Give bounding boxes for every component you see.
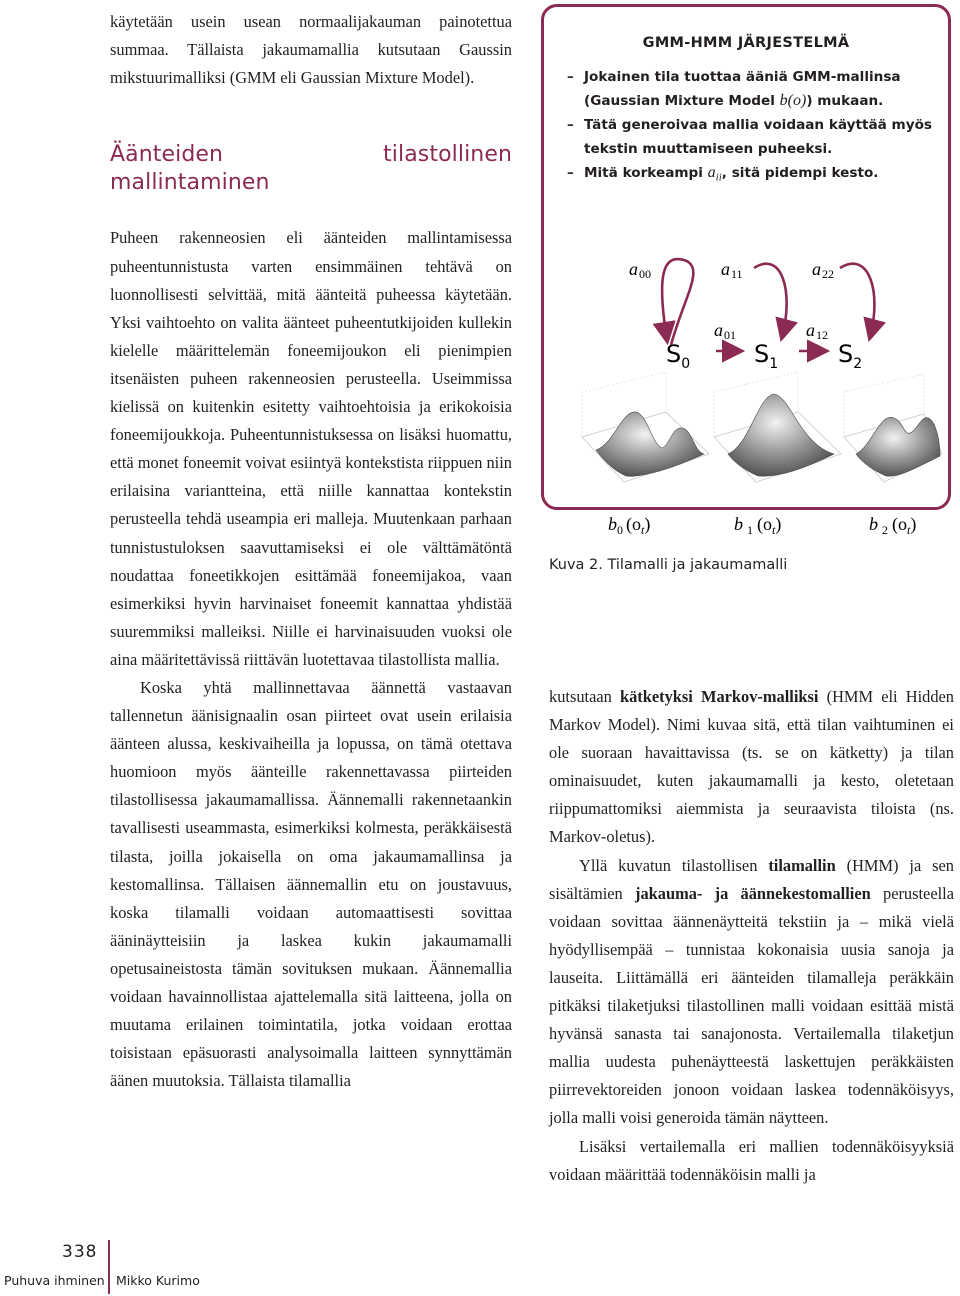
left-column	[110, 8, 512, 1095]
distribution-plot-0	[582, 372, 709, 482]
self-loop-label-2: a22	[812, 259, 834, 281]
emission-label-1: b $_1$ $(o_t)$	[734, 514, 782, 537]
right-column	[549, 683, 954, 1189]
author-name: Mikko Kurimo	[116, 1273, 200, 1288]
math-b-of-o: b(o)	[779, 92, 807, 109]
state-s2: $S_2$	[838, 340, 863, 372]
state-s0: $S_0$	[666, 340, 691, 372]
hmm-diagram	[544, 232, 948, 542]
publication-title: Puhuva ihminen	[4, 1273, 105, 1288]
page-number: 338	[62, 1242, 98, 1262]
self-loop-arrow-2	[840, 264, 874, 337]
info-box-list	[544, 65, 948, 190]
emission-label-0: $b_0$ $(o_t)$	[608, 514, 651, 537]
info-box-bullet-1: – Jokainen tila tuottaa ääniä GMM-mallinsa (Gaussian Mixture Model b(o)) mukaan.	[568, 65, 948, 113]
self-loop-arrow-1	[754, 264, 787, 337]
section-heading: Äänteiden tilastollinen mallintaminen	[110, 142, 512, 196]
figure-caption: Kuva 2. Tilamalli ja jakaumamalli	[549, 557, 788, 573]
emission-label-2: b $_2$ $(o_t)$	[869, 514, 917, 537]
self-loop-label-0: a00	[629, 259, 651, 281]
self-loop-label-1: a11	[721, 259, 743, 281]
info-box	[541, 4, 951, 537]
right-paragraph-3: Lisäksi vertailemalla eri mallien todennäköisyyksiä voidaan määrittää todennäköisin malli ja	[549, 1136, 954, 1184]
right-paragraph-1: kutsutaan kätketyksi Markov-malliksi (HMM eli Hidden Markov Model). Nimi kuvaa sitä, että tilan vaihtuminen ei ole suoraan havaittavissa (ts. se on kätketty) ja tilan ominaisuudet, kuten jakaumamalli ja kesto, oletetaan riippumattomiksi aiemmista ja seuraavista tiloista (ns. Markov-oletus).	[549, 687, 954, 847]
info-box-bullet-3: – Mitä korkeampi $a_{ii}$, sitä pidempi kesto.	[568, 161, 948, 190]
intro-paragraph: käytetään usein usean normaalijakauman painotettua summaa. Tällaista jakaumamallia kutsutaan Gaussin mikstuurimalliksi (GMM eli Gaussian Mixture Model).	[110, 12, 512, 88]
distribution-plot-1	[714, 372, 841, 482]
self-loop-arrow-0	[662, 259, 693, 345]
right-paragraph-2: Yllä kuvatun tilastollisen tilamallin (HMM) ja sen sisältämien jakauma- ja äännekestomallien perusteella voidaan sovittaa äännenäytteitä tekstiin ja – mikä vielä hyödyllisempää – tunnistaa kokonaisia uusia sanoja ja lauseita. Liittämällä eri äänteiden tilamalleja peräkkäin pitkäksi tilaketjuksi tilastollinen malli voidaan esittää mistä hyvänsä sanasta tai sanajonosta. Vertailemalla tilaketjun mallia uudesta puhenäytteestä laskettujen peräkkäisten piirrevektoreiden jonoon voidaan laskea todennäköisyys, jolla malli voisi generoida tämän näytteen.	[549, 855, 954, 1128]
distribution-plot-2	[844, 374, 942, 482]
body-paragraph-2: Koska yhtä mallinnettavaa äännettä vastaavan tallennetun äänisignaalin osan piirteet ovat usein erilaisia äänteen alussa, keskivaiheilla ja lopussa, on tämä otettava huomioon myös äänteille rakennettavassa piirteiden tilastollisessa jakaumamallissa. Äännemalli rakennetaankin tavallisesti useammasta, esimerkiksi kolmesta, peräkkäisestä tilasta, joilla jokaisella on oma jakaumamallinsa ja kestomallinsa. Tällaisen äännemallin etu on joustavuus, koska tilamalli voidaan automaattisesti sovittaa ääninäytteisiin ja laskea kukin jakaumamalli opetusaineistosta tämän sovituksen mukaan. Äännemallia voidaan havainnollistaa ajattelemalla sitä laitteena, jolla on muutama erilainen toimintatila, jotka voidaan erottaa toisistaan epäsuorasti analysoimalla laitteen synnyttämän äänen muutoksia. Tällaista tilamallia	[110, 677, 512, 1091]
footer-divider	[108, 1240, 110, 1294]
body-paragraph-1: Puheen rakenneosien eli äänteiden mallintamisessa puheentunnistusta varten ensimmäinen tehtävä on luonnollisesti selvittää, mitä äänteitä puheessa käytetään. Yksi vaihtoehto on valita äänteet puheentutkijoiden kullekin kielelle määrittelemän foneemijoukon eli pienimpien itsenäisten puheen rakenneosien perusteella. Useimmissa kielissä on kuitenkin esitetty vaihtoehtoisia ja erikokoisia foneemijoukkoja. Puheentunnistuksessa on lisäksi huomattu, että monet foneemit voivat esiintyä kontekstista riippuen niin erilaisina variantteina, että niille kannattaa kontekstin perusteella tehdä useampia eri malleja. Muutenkaan parhaan tunnistustuloksen saavuttamiseksi ei ole välttämätöntä noudattaa foneetikkojen esittämää foneemijakoa, vaan esimerkiksi hyvin harvinaiset foneemit kannattaa yhdistää suuremmiksi malleiksi. Niille ei harvinaisuuden vuoksi ole aina määritettävissä riittävän luotettavaa tilastollista mallia.	[110, 228, 512, 669]
transition-label-12: a12	[806, 320, 828, 342]
transition-label-01: a01	[714, 320, 736, 342]
term-hmm: kätketyksi Markov-malliksi	[619, 687, 819, 706]
state-s1: $S_1$	[754, 340, 779, 372]
info-box-title: GMM-HMM JÄRJESTELMÄ	[642, 35, 850, 51]
info-box-bullet-2: – Tätä generoivaa mallia voidaan käyttää myös tekstin muuttamiseen puheeksi.	[568, 113, 948, 161]
